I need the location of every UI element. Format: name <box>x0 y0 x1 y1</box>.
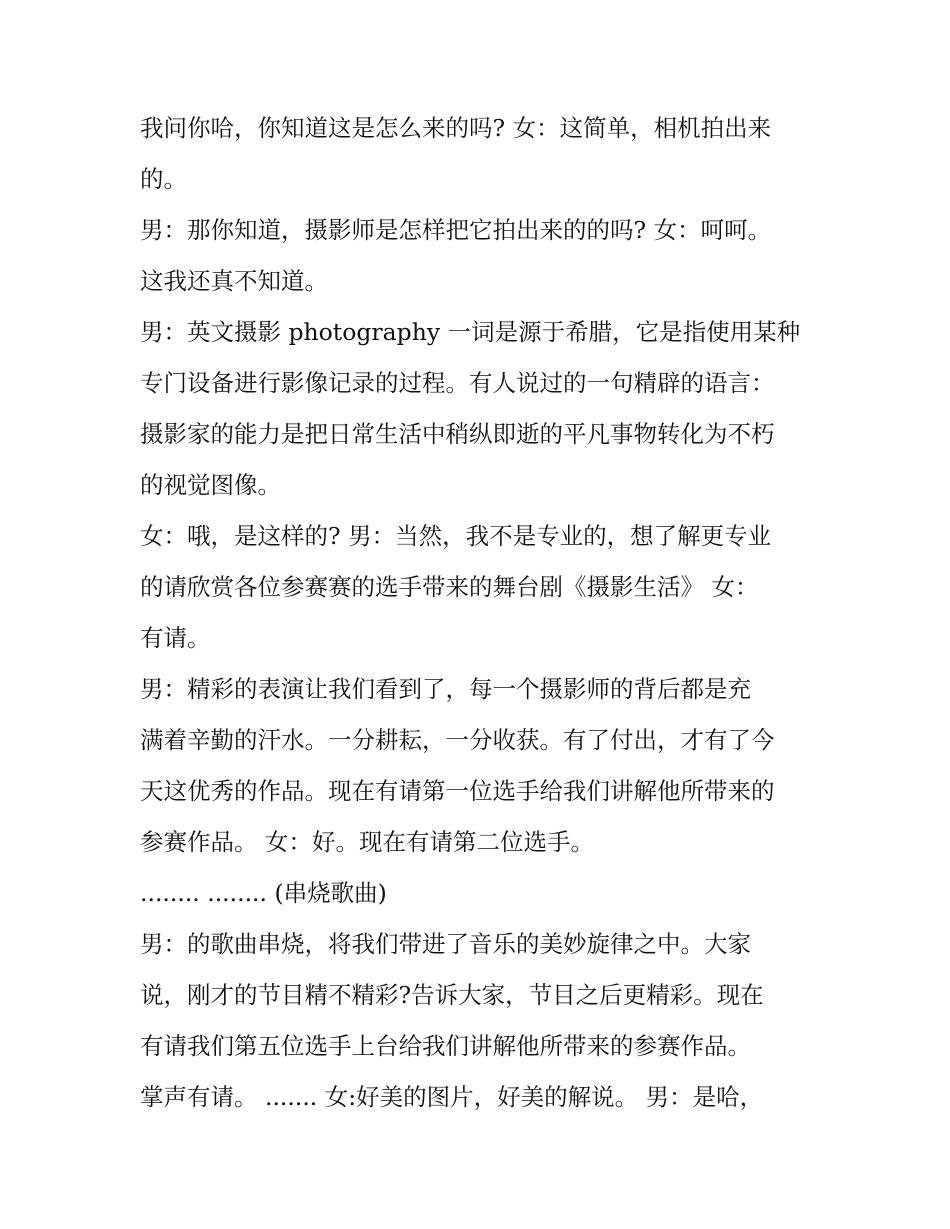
text-line: 天这优秀的作品。现在有请第一位选手给我们讲解他所带来的 <box>140 777 775 805</box>
text-line: ........ ........ (串烧歌曲) <box>140 879 387 907</box>
text-line: 男：的歌曲串烧，将我们带进了音乐的美妙旋律之中。大家 <box>140 930 751 958</box>
text-line: 我问你哈，你知道这是怎么来的吗? 女：这简单，相机拍出来 <box>140 114 772 142</box>
text-line: 男：精彩的表演让我们看到了，每一个摄影师的背后都是充 <box>140 675 751 703</box>
document-body <box>140 103 820 1123</box>
text-line: 男：英文摄影 photography 一词是源于希腊，它是指使用某种 <box>140 318 801 346</box>
text-line: 的视觉图像。 <box>140 471 281 499</box>
text-line: 掌声有请。 ....... 女:好美的图片，好美的解说。 男：是哈， <box>140 1083 764 1111</box>
text-line: 的。 <box>140 165 187 193</box>
text-line: 专门设备进行影像记录的过程。有人说过的一句精辟的语言： <box>140 369 775 397</box>
text-line: 有请我们第五位选手上台给我们讲解他所带来的参赛作品。 <box>140 1032 751 1060</box>
text-line: 这我还真不知道。 <box>140 267 328 295</box>
text-line: 满着辛勤的汗水。一分耕耘，一分收获。有了付出，才有了今 <box>140 726 775 754</box>
text-line: 参赛作品。 女：好。现在有请第二位选手。 <box>140 828 594 856</box>
text-line: 男：那你知道，摄影师是怎样把它拍出来的的吗? 女：呵呵。 <box>140 216 772 244</box>
text-line: 的请欣赏各位参赛赛的选手带来的舞台剧《摄影生活》 女： <box>140 573 759 601</box>
text-line: 有请。 <box>140 624 211 652</box>
text-line: 摄影家的能力是把日常生活中稍纵即逝的平凡事物转化为不朽 <box>140 420 775 448</box>
text-line: 说，刚才的节目精不精彩?告诉大家，节目之后更精彩。现在 <box>140 981 764 1009</box>
text-line: 女：哦，是这样的? 男：当然，我不是专业的，想了解更专业 <box>140 522 772 550</box>
